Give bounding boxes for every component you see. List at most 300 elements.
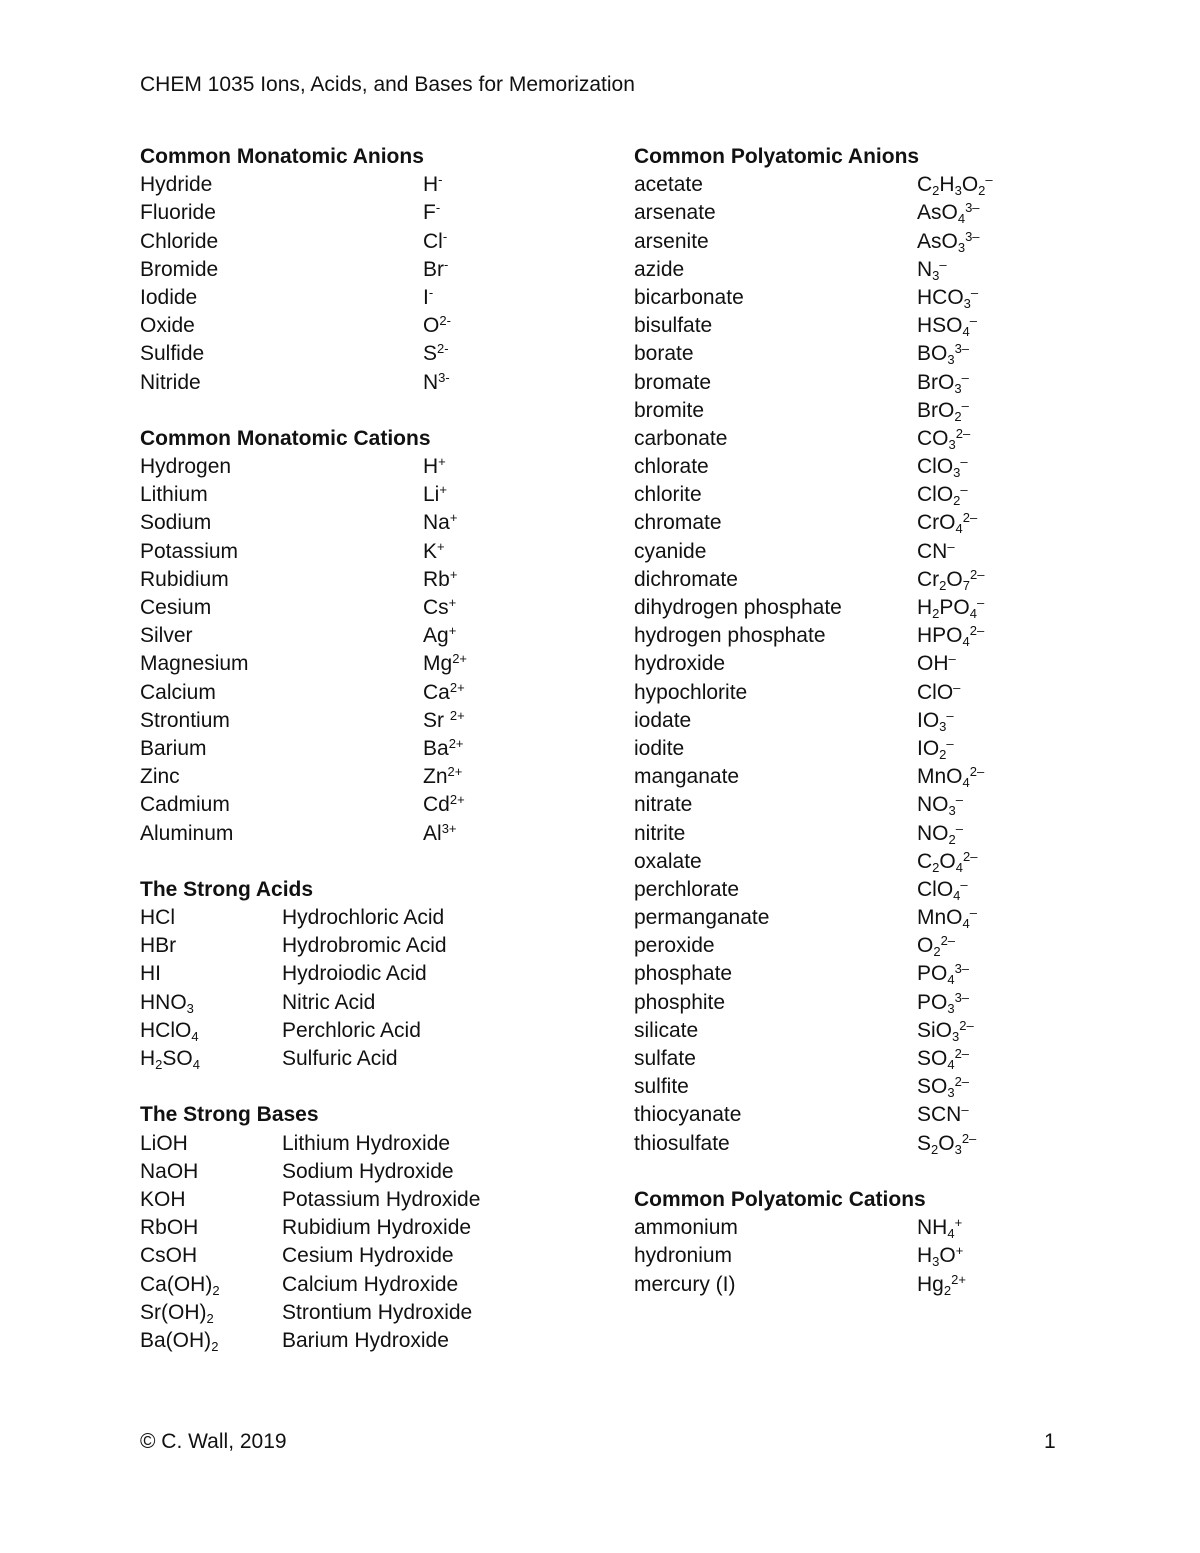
formula-charge: 3– (954, 989, 970, 1005)
formula-text: LiOH (140, 1131, 188, 1155)
formula-charge: 2– (954, 1046, 970, 1061)
table-row (634, 425, 1054, 453)
formula-subscript: 2 (931, 1141, 939, 1157)
formula-subscript: 3 (947, 352, 955, 368)
formula-charge: - (438, 172, 443, 188)
compound-name: Bromide (140, 257, 219, 281)
chemical-formula (140, 1301, 214, 1324)
chemical-formula (917, 313, 977, 340)
compound-name: chlorite (634, 483, 702, 507)
formula-cell (423, 763, 462, 791)
chemical-formula (917, 568, 984, 591)
formula-charge: 2- (439, 313, 451, 329)
formula-cell (917, 848, 977, 876)
compound-name: bromate (634, 370, 712, 394)
formula-cell (423, 594, 456, 622)
formula-text: Rb (423, 567, 450, 591)
name-cell (282, 1017, 421, 1045)
copyright-footer: © C. Wall, 2019 (140, 1430, 287, 1453)
name-cell (634, 960, 732, 988)
compound-name: bromite (634, 398, 705, 422)
table-row (634, 1271, 1054, 1299)
compound-name: Silver (140, 624, 193, 648)
table-row (140, 228, 570, 256)
compound-name: Rubidium Hydroxide (282, 1216, 472, 1240)
formula-subscript: 4 (947, 1226, 955, 1242)
name-cell (634, 707, 691, 735)
formula-text: O (961, 173, 979, 197)
formula-charge: + (438, 454, 446, 470)
compound-name: mercury (I) (634, 1272, 736, 1296)
formula-subscript: 3 (947, 1000, 955, 1016)
compound-name: peroxide (634, 934, 715, 958)
name-cell (634, 820, 685, 848)
table-row (634, 256, 1054, 284)
chemical-formula (423, 511, 457, 534)
formula-text: Br (423, 257, 444, 281)
name-cell (634, 650, 725, 678)
formula-subscript: 2 (939, 577, 947, 593)
name-cell (140, 340, 204, 368)
table-row (140, 932, 570, 960)
formula-cell (917, 679, 960, 707)
formula-text: CrO (917, 511, 956, 535)
formula-text: OH (917, 652, 949, 676)
compound-name: Nitric Acid (282, 990, 376, 1014)
formula-cell (917, 820, 963, 848)
table-row (140, 960, 570, 988)
formula-cell (140, 904, 175, 932)
name-cell (282, 1158, 454, 1186)
chemical-formula (917, 822, 963, 845)
formula-text: NH (917, 1216, 948, 1240)
formula-text: Zn (423, 765, 448, 789)
chemical-formula (140, 1160, 198, 1183)
formula-charge: 2– (962, 848, 978, 864)
compound-name: azide (634, 257, 685, 281)
formula-cell (423, 312, 451, 340)
formula-cell (917, 876, 968, 904)
left-column (140, 143, 570, 1355)
formula-charge: 2– (961, 1130, 977, 1146)
name-cell (634, 312, 712, 340)
compound-name: Barium (140, 736, 207, 760)
compound-name: Lithium Hydroxide (282, 1131, 451, 1155)
formula-cell (917, 1130, 976, 1158)
compound-name: chlorate (634, 455, 709, 479)
compound-name: Fluoride (140, 201, 216, 225)
formula-subscript: 2 (943, 1282, 952, 1298)
formula-charge: 2+ (449, 707, 465, 723)
formula-cell (917, 397, 969, 425)
formula-cell (140, 989, 194, 1017)
table-row (140, 1017, 570, 1045)
formula-text: MnO (917, 765, 963, 789)
name-cell (634, 538, 706, 566)
chemical-formula (917, 427, 970, 450)
formula-subscript: 2 (953, 493, 961, 509)
formula-text: BO (917, 342, 948, 366)
compound-name: nitrite (634, 821, 686, 845)
formula-cell (917, 594, 984, 622)
formula-cell (917, 1045, 969, 1073)
compound-name: nitrate (634, 793, 693, 817)
formula-subscript: 2 (212, 1282, 220, 1298)
formula-cell (423, 679, 465, 707)
formula-charge: – (955, 792, 963, 808)
name-cell (140, 707, 230, 735)
formula-text: Sr(OH) (140, 1300, 207, 1324)
name-cell (282, 989, 375, 1017)
name-cell (634, 876, 739, 904)
table-row (140, 622, 570, 650)
formula-text: BrO (917, 370, 955, 394)
formula-subscript: 4 (955, 859, 963, 875)
chemical-formula (917, 623, 985, 650)
table-row (634, 820, 1054, 848)
formula-text: HClO (140, 1018, 192, 1042)
formula-subscript: 3 (953, 465, 961, 481)
name-cell (634, 679, 747, 707)
table-row (634, 679, 1054, 707)
table-row (140, 1299, 570, 1327)
chemical-formula (140, 1244, 197, 1267)
compound-name: Hydrobromic Acid (282, 934, 447, 958)
table-row (634, 1130, 1054, 1158)
formula-text: Ba (423, 736, 449, 760)
name-cell (282, 960, 427, 988)
table-row (140, 256, 570, 284)
chemical-formula (917, 371, 969, 394)
formula-text: Cs (423, 596, 449, 619)
compound-name: oxalate (634, 849, 702, 873)
name-cell (634, 425, 727, 453)
table-row (140, 989, 570, 1017)
formula-cell (423, 820, 457, 848)
formula-cell (140, 1045, 200, 1073)
formula-subscript: 4 (962, 916, 970, 932)
formula-cell (917, 932, 955, 960)
table-row (140, 1186, 570, 1214)
chemical-formula (423, 540, 445, 563)
formula-charge: 2– (954, 1074, 970, 1090)
formula-subscript: 4 (947, 1057, 955, 1072)
table-row (634, 763, 1054, 791)
formula-text: HCl (140, 906, 175, 930)
compound-name: Sodium (140, 511, 212, 535)
section-heading: Common Polyatomic Cations (634, 1187, 926, 1211)
formula-subscript: 2 (978, 183, 986, 199)
formula-subscript: 2 (932, 606, 940, 621)
chemical-formula (423, 314, 451, 337)
chemical-formula (140, 1273, 220, 1296)
formula-cell (140, 1271, 220, 1299)
name-cell (634, 1271, 736, 1299)
formula-subscript: 4 (962, 324, 970, 340)
name-cell (140, 791, 230, 819)
compound-name: borate (634, 342, 694, 366)
formula-text: AsO (917, 201, 958, 225)
chemical-formula (423, 173, 443, 196)
formula-text: CN (917, 539, 948, 563)
formula-cell (140, 1327, 218, 1355)
formula-charge: - (428, 284, 434, 300)
formula-cell (917, 284, 978, 312)
chemical-formula (917, 286, 978, 309)
name-cell (282, 1045, 398, 1073)
formula-subscript: 4 (962, 634, 970, 650)
formula-charge: – (969, 905, 977, 921)
formula-text: O (938, 1131, 955, 1155)
compound-name: Chloride (140, 229, 219, 253)
formula-charge: + (449, 510, 458, 526)
name-cell (140, 256, 218, 284)
compound-name: Rubidium (140, 567, 229, 591)
formula-text: ClO (917, 680, 954, 704)
table-row (634, 171, 1054, 199)
formula-charge: 3– (965, 228, 980, 244)
name-cell (140, 763, 180, 791)
chemical-formula (917, 510, 978, 537)
name-cell (140, 538, 238, 566)
chemical-formula (140, 1132, 188, 1155)
compound-name: iodite (634, 736, 685, 760)
formula-text: IO (917, 736, 940, 760)
compound-name: thiocyanate (634, 1103, 742, 1127)
chemical-formula (423, 342, 449, 365)
name-cell (282, 1214, 471, 1242)
name-cell (282, 1299, 472, 1327)
table-row (634, 735, 1054, 763)
formula-cell (917, 791, 963, 819)
formula-subscript: 4 (192, 1057, 200, 1072)
name-cell (634, 1073, 689, 1101)
formula-text: H (423, 455, 439, 479)
formula-charge: – (960, 876, 968, 892)
formula-subscript: 4 (953, 887, 961, 903)
chemical-formula (917, 991, 969, 1014)
formula-text: SO (162, 1047, 193, 1070)
formula-charge: 2– (959, 1017, 974, 1033)
formula-text: I (423, 285, 429, 309)
formula-cell (423, 791, 465, 819)
chemical-formula (917, 905, 977, 932)
name-cell (140, 199, 216, 227)
table-row (140, 679, 570, 707)
formula-charge: + (437, 538, 445, 554)
formula-cell (917, 566, 984, 594)
formula-text: H (917, 1244, 933, 1268)
polyatomic-anions-section (634, 143, 1054, 1158)
formula-text: IO (917, 708, 940, 732)
formula-text: ClO (917, 455, 954, 479)
formula-text: Sr (423, 708, 450, 732)
formula-cell (423, 509, 457, 537)
table-row (140, 1327, 570, 1355)
formula-subscript: 2 (954, 408, 962, 424)
formula-text: PO (917, 962, 948, 986)
chemical-formula (917, 652, 956, 675)
chemical-formula (917, 737, 954, 760)
chemical-formula (917, 1132, 976, 1155)
table-row (140, 171, 570, 199)
compound-name: Hydrochloric Acid (282, 906, 445, 930)
formula-text: S (917, 1131, 932, 1155)
formula-text: N (423, 370, 439, 394)
formula-charge: + (448, 595, 457, 610)
formula-subscript: 4 (955, 521, 963, 537)
compound-name: hydronium (634, 1244, 733, 1268)
formula-cell (423, 228, 447, 256)
formula-cell (423, 340, 449, 368)
formula-charge: + (439, 482, 447, 498)
formula-cell (423, 566, 457, 594)
formula-charge: 2+ (448, 735, 464, 751)
formula-text: SO (917, 1075, 948, 1099)
formula-charge: + (448, 623, 457, 639)
section-heading: Common Monatomic Anions (140, 145, 424, 168)
name-cell (140, 481, 208, 509)
compound-name: Hydroiodic Acid (282, 962, 427, 986)
compound-name: Potassium (140, 539, 239, 563)
formula-subscript: 4 (962, 775, 970, 791)
compound-name: Potassium Hydroxide (282, 1187, 481, 1211)
compound-name: Sodium Hydroxide (282, 1159, 454, 1183)
formula-subscript: 4 (969, 606, 977, 621)
compound-name: phosphite (634, 990, 726, 1014)
formula-text: SiO (917, 1018, 953, 1042)
formula-subscript: 2 (155, 1057, 163, 1072)
name-cell (140, 566, 229, 594)
formula-charge: – (960, 482, 968, 498)
table-row (634, 1101, 1054, 1129)
formula-cell (140, 1130, 188, 1158)
formula-charge: – (953, 679, 961, 695)
name-cell (634, 284, 744, 312)
formula-cell (140, 1158, 198, 1186)
name-cell (282, 1130, 450, 1158)
formula-charge: – (948, 651, 956, 667)
table-row (140, 538, 570, 566)
strong-acids-section (140, 876, 570, 1073)
formula-subscript: 3 (939, 718, 947, 734)
table-row (634, 1214, 1054, 1242)
compound-name: hydrogen phosphate (634, 624, 826, 648)
chemical-formula (917, 1103, 969, 1126)
formula-cell (917, 904, 977, 932)
formula-cell (917, 228, 980, 256)
chemical-formula (917, 681, 960, 704)
formula-subscript: 3 (948, 436, 956, 452)
table-row (140, 1271, 570, 1299)
table-row (634, 509, 1054, 537)
formula-text: NO (917, 821, 949, 845)
chemical-formula (423, 230, 447, 253)
formula-charge: – (976, 595, 985, 610)
compound-name: cyanide (634, 539, 707, 563)
formula-text: HPO (917, 624, 963, 648)
formula-subscript: 3 (948, 803, 956, 819)
chemical-formula (917, 1019, 974, 1042)
formula-charge: + (449, 566, 458, 582)
formula-text: AsO (917, 229, 958, 253)
name-cell (140, 284, 197, 312)
formula-cell (917, 650, 956, 678)
formula-text: H (423, 173, 439, 197)
formula-subscript: 3 (952, 1028, 960, 1044)
formula-charge: 2– (940, 933, 956, 949)
compound-name: iodate (634, 708, 692, 732)
formula-text: NaOH (140, 1159, 199, 1183)
name-cell (634, 735, 684, 763)
chemical-formula (423, 596, 456, 619)
formula-text: O (939, 1244, 956, 1268)
name-cell (634, 369, 711, 397)
compound-name: bisulfate (634, 314, 713, 338)
formula-cell (140, 1299, 214, 1327)
formula-text: RbOH (140, 1216, 199, 1240)
formula-cell (140, 960, 161, 988)
compound-name: Oxide (140, 314, 195, 338)
formula-cell (423, 650, 467, 678)
table-row (140, 791, 570, 819)
name-cell (282, 1186, 480, 1214)
chemical-formula (423, 286, 433, 309)
table-row (634, 1242, 1054, 1270)
formula-charge: – (970, 284, 979, 300)
formula-subscript: 3 (963, 295, 971, 311)
formula-text: Ca (423, 680, 450, 704)
formula-cell (917, 1017, 974, 1045)
table-row (634, 960, 1054, 988)
formula-text: N (917, 257, 933, 281)
formula-text: H (939, 173, 955, 197)
formula-text: Cl (423, 229, 443, 253)
formula-cell (423, 481, 447, 509)
formula-subscript: 7 (962, 577, 970, 593)
formula-cell (423, 284, 433, 312)
table-row (140, 284, 570, 312)
table-row (140, 1130, 570, 1158)
formula-charge: – (961, 369, 969, 385)
formula-charge: – (960, 454, 968, 470)
table-row (634, 848, 1054, 876)
compound-name: Sulfide (140, 342, 205, 366)
compound-name: Sulfuric Acid (282, 1047, 398, 1070)
formula-text: Ba(OH) (140, 1328, 212, 1352)
formula-cell (140, 932, 176, 960)
table-row (634, 369, 1054, 397)
ion-list (140, 171, 570, 397)
formula-text: MnO (917, 906, 963, 930)
chemical-formula (423, 483, 447, 506)
compound-name: Zinc (140, 765, 180, 789)
compound-name: sulfate (634, 1047, 696, 1070)
compound-name: Hydrogen (140, 455, 232, 479)
table-row (634, 707, 1054, 735)
formula-cell (917, 481, 968, 509)
chemical-formula (423, 652, 467, 675)
table-row (634, 594, 1054, 622)
compound-name: Aluminum (140, 821, 234, 845)
table-row (140, 453, 570, 481)
name-cell (634, 481, 702, 509)
formula-subscript: 3 (932, 267, 940, 283)
formula-cell (917, 171, 993, 199)
formula-subscript: 2 (211, 1338, 219, 1354)
chemical-formula (423, 568, 457, 591)
table-row (140, 763, 570, 791)
